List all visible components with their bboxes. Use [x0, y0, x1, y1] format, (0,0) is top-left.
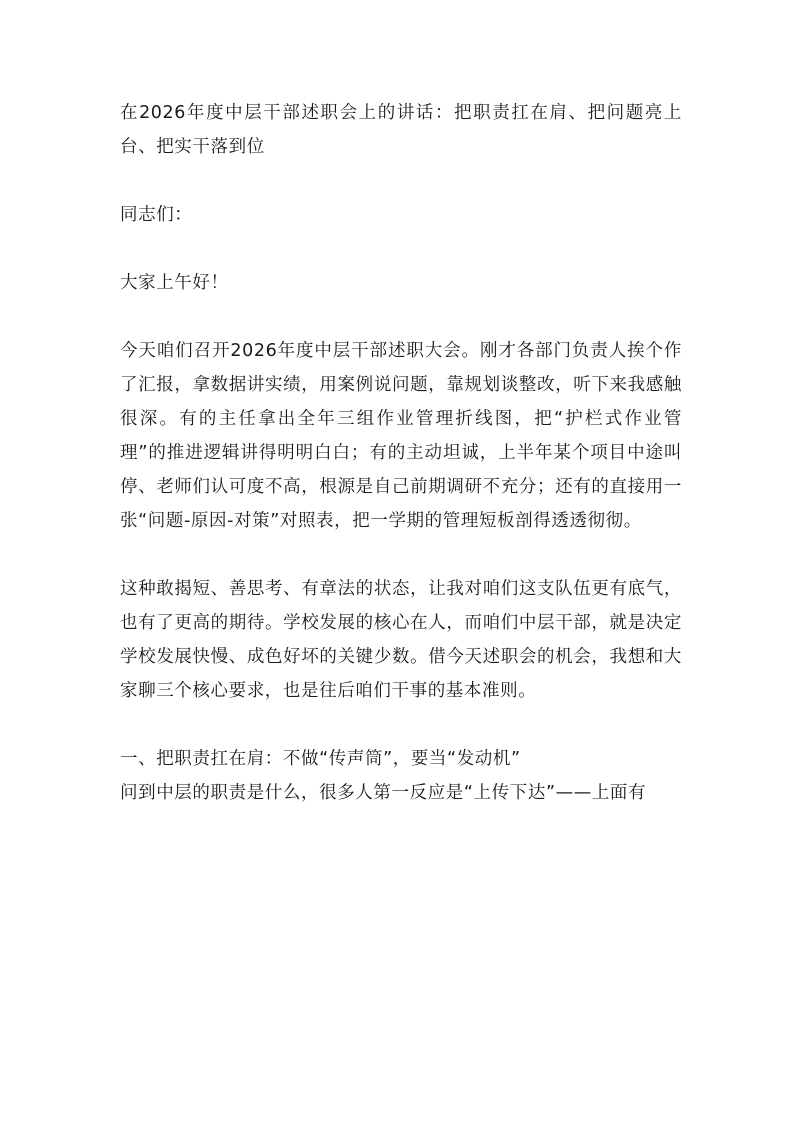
salutation: 同志们：: [120, 205, 193, 225]
greeting: 大家上午好！: [120, 273, 229, 293]
paragraph-expectation: 这种敢揭短、善思考、有章法的状态，让我对咱们这支队伍更有底气，也有了更高的期待。学校发展的核心在人，而咱们中层干部，就是决定学校发展快慢、成色好坏的关键少数。借今天述职会的机会，我想和大家聊三个核心要求，也是往后咱们干事的基本准则。: [120, 579, 682, 701]
paragraph-opening: 今天咱们召开2026年度中层干部述职大会。刚才各部门负责人挨个作了汇报，拿数据讲实绩，用案例说问题，靠规划谈整改，听下来我感触很深。有的主任拿出全年三组作业管理折线图，把“护栏式作业管理”的推进逻辑讲得明明白白；有的主动坦诚，上半年某个项目中途叫停、老师们认可度不高，根源是自己前期调研不充分；还有的直接用一张“问题-原因-对策”对照表，把一学期的管理短板剖得透透彻彻。: [120, 341, 682, 531]
section-heading-1: 一、把职责扛在肩：不做“传声筒”，要当“发动机”: [120, 749, 521, 769]
document-title: 在2026年度中层干部述职会上的讲话：把职责扛在肩、把问题亮上台、把实干落到位: [120, 103, 682, 157]
section-1-text: 问到中层的职责是什么，很多人第一反应是“上传下达”——上面有: [120, 783, 647, 803]
document-body: [120, 96, 682, 810]
